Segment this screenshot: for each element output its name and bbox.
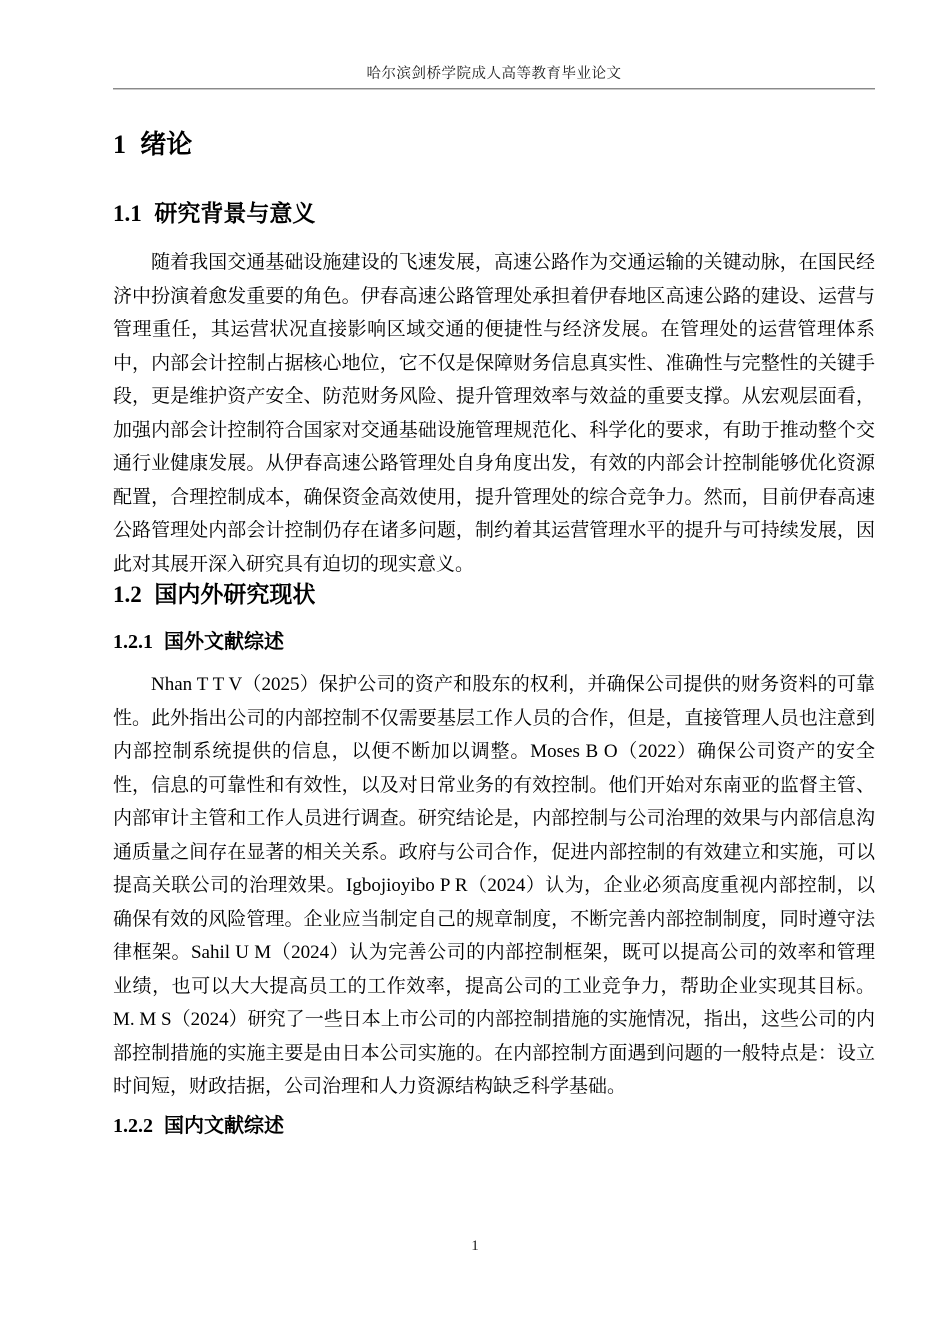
section-1-1-number: 1.1	[113, 201, 142, 226]
header-divider-rule	[113, 88, 875, 90]
subsection-heading-1-2-2	[113, 1113, 875, 1140]
page-header	[113, 64, 875, 90]
page-number: 1	[471, 1238, 479, 1254]
page-footer	[0, 1236, 950, 1256]
section-heading-1-1	[113, 198, 875, 229]
section-1-2-number: 1.2	[113, 582, 142, 607]
chapter-heading	[113, 128, 875, 161]
subsection-1-2-1-title: 国外文献综述	[164, 631, 284, 653]
chapter-title: 绪论	[140, 129, 193, 159]
section-1-1-title: 研究背景与意义	[154, 200, 316, 226]
paragraph-research-background: 随着我国交通基础设施建设的飞速发展，高速公路作为交通运输的关键动脉，在国民经济中扮演着愈发重要的角色。伊春高速公路管理处承担着伊春地区高速公路的建设、运营与管理重任，其运营状况直接影响区域交通的便捷性与经济发展。在管理处的运营管理体系中，内部会计控制占据核心地位，它不仅是保障财务信息真实性、准确性与完整性的关键手段，更是维护资产安全、防范财务风险、提升管理效率与效益的重要支撑。从宏观层面看，加强内部会计控制符合国家对交通基础设施管理规范化、科学化的要求，有助于推动整个交通行业健康发展。从伊春高速公路管理处自身角度出发，有效的内部会计控制能够优化资源配置，合理控制成本，确保资金高效使用，提升管理处的综合竞争力。然而，目前伊春高速公路管理处内部会计控制仍存在诸多问题，制约着其运营管理水平的提升与可持续发展，因此对其展开深入研究具有迫切的现实意义。	[113, 252, 875, 575]
running-head-title: 哈尔滨剑桥学院成人高等教育毕业论文	[366, 66, 622, 82]
chapter-number: 1	[113, 130, 126, 159]
subsection-1-2-1-number: 1.2.1	[113, 631, 153, 653]
subsection-1-2-2-number: 1.2.2	[113, 1114, 153, 1137]
paragraph-foreign-literature-review: Nhan T T V（2025）保护公司的资产和股东的权利，并确保公司提供的财务资料的可靠性。此外指出公司的内部控制不仅需要基层工作人员的合作，但是，直接管理人员也注意到内部控制系统提供的信息，以便不断加以调整。Moses B O（2022）确保公司资产的安全性，信息的可靠性和有效性，以及对日常业务的有效控制。他们开始对东南亚的监督主管、内部审计主管和工作人员进行调查。研究结论是，内部控制与公司治理的效果与内部信息沟通质量之间存在显著的相关关系。政府与公司合作，促进内部控制的有效建立和实施，可以提高关联公司的治理效果。Igbojioyibo P R（2024）认为，企业必须高度重视内部控制，以确保有效的风险管理。企业应当制定自己的规章制度，不断完善内部控制制度，同时遵守法律框架。Sahil U M（2024）认为完善公司的内部控制框架，既可以提高公司的效率和管理业绩，也可以大大提高员工的工作效率，提高公司的工业竞争力，帮助企业实现其目标。M. M S（2024）研究了一些日本上市公司的内部控制措施的实施情况，指出，这些公司的内部控制措施的实施主要是由日本公司实施的。在内部控制方面遇到问题的一般特点是：设立时间短，财政拮据，公司治理和人力资源结构缺乏科学基础。	[113, 674, 875, 1097]
section-heading-1-2	[113, 579, 875, 610]
section-1-2-title: 国内外研究现状	[154, 581, 316, 607]
subsection-1-2-2-title: 国内文献综述	[164, 1114, 284, 1137]
subsection-heading-1-2-1	[113, 629, 875, 656]
